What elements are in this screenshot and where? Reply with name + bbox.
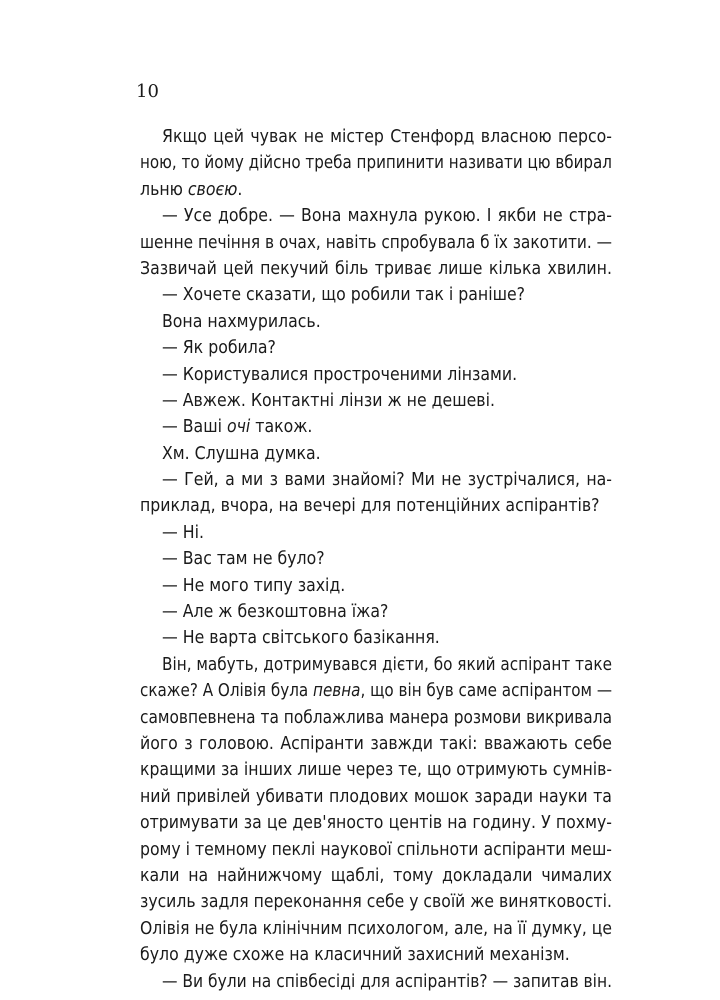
text-line-content: [140, 889, 612, 915]
text-segment: кращими за інших лише через те, що отримують сумнів-: [140, 760, 612, 781]
text-line: [140, 203, 612, 229]
text-line: [140, 177, 612, 203]
text-segment: — Гей, а ми з вами знайомі? Ми не зустрічалися, на-: [162, 470, 612, 491]
text-line: [140, 599, 612, 625]
text-segment: приклад, вчора, на вечері для потенційних аспірантів?: [140, 496, 600, 517]
text-line-content: [140, 731, 612, 757]
text-line: [140, 150, 612, 176]
text-segment: шенне печіння в очах, навіть спробувала б їх закотити. —: [140, 232, 613, 253]
text-line: [140, 625, 612, 651]
text-line: [140, 493, 612, 519]
text-segment: також.: [250, 417, 313, 438]
text-segment: , що він був саме аспірантом —: [360, 681, 613, 702]
text-line: [140, 784, 612, 810]
text-line-content: [162, 467, 612, 493]
text-line-content: [162, 309, 321, 335]
text-segment: було дуже схоже на класичний захисний механізм.: [140, 945, 570, 966]
text-segment: — Хочете сказати, що робили так і раніше?: [162, 285, 526, 306]
italic-text: своєю: [187, 179, 238, 200]
text-segment: — Авжеж. Контактні лінзи ж не дешеві.: [162, 390, 495, 411]
text-segment: — Не мого типу захід.: [162, 575, 346, 596]
text-line: [140, 705, 612, 731]
text-line: [140, 362, 612, 388]
italic-text: певна: [313, 681, 361, 702]
page-number: 10: [136, 81, 159, 102]
text-line-content: [162, 625, 440, 651]
text-segment: — Ні.: [162, 522, 204, 543]
text-line-content: [140, 705, 612, 731]
text-line: [140, 889, 612, 915]
text-segment: рому і темному пеклі наукової спільноти аспіранти меш-: [140, 839, 612, 860]
text-line-content: [162, 362, 517, 388]
text-line-content: [162, 573, 345, 599]
text-line-content: [162, 520, 204, 546]
text-line-content: [162, 652, 612, 678]
text-segment: зусиль задля переконання себе у своїй же винятковості.: [140, 892, 612, 913]
text-line-content: [162, 203, 612, 229]
text-line-content: [140, 784, 612, 810]
text-segment: ний привілей убивати плодових мошок заради науки та: [140, 786, 612, 807]
text-line-content: [162, 282, 525, 308]
text-line: [140, 256, 612, 282]
text-line-content: [140, 256, 612, 282]
text-line: [140, 467, 612, 493]
text-segment: скаже? А Олівія була: [140, 681, 314, 702]
text-line-content: [140, 757, 612, 783]
text-segment: Він, мабуть, дотримувався дієти, бо який аспірант таке: [162, 654, 613, 675]
text-segment: — Не варта світського базікання.: [162, 628, 440, 649]
text-segment: отримувати за це дев'яносто центів на годину. У похму-: [140, 813, 612, 834]
text-line: [140, 230, 612, 256]
text-line-content: [162, 388, 495, 414]
text-line-content: [162, 969, 612, 995]
text-line-content: [162, 546, 325, 572]
text-line-content: [140, 150, 612, 176]
text-line: [140, 124, 612, 150]
text-segment: Олівія не була клінічним психологом, але, на її думку, це: [140, 918, 613, 939]
text-segment: — Але ж безкоштовна їжа?: [162, 602, 389, 623]
text-segment: — Усе добре. — Вона махнула рукою. І якби не стра-: [162, 206, 612, 227]
text-line: [140, 969, 612, 995]
text-segment: — Ви були на співбесіді для аспірантів? — запитав він.: [162, 971, 613, 992]
text-line-content: [140, 916, 612, 942]
text-line-content: [162, 414, 312, 440]
text-line: [140, 652, 612, 678]
text-line: [140, 388, 612, 414]
text-line: [140, 441, 612, 467]
text-line-content: [162, 335, 276, 361]
text-line: [140, 414, 612, 440]
text-segment: Вона нахмурилась.: [162, 311, 321, 332]
text-segment: ною, то йому дійсно треба припинити називати цю вбирал: [140, 153, 612, 174]
text-segment: самовпевнена та поблажлива манера розмови викривала: [140, 707, 613, 728]
text-segment: Зазвичай цей пекучий біль триває лише кілька хвилин.: [140, 258, 612, 279]
text-line-content: [162, 599, 388, 625]
text-line: [140, 731, 612, 757]
text-segment: — Вас там не було?: [162, 549, 325, 570]
text-line-content: [162, 441, 321, 467]
italic-text: очі: [226, 417, 251, 438]
text-line: [140, 573, 612, 599]
text-line-content: [140, 493, 600, 519]
text-segment: його з головою. Аспіранти завжди такі: вважають себе: [140, 733, 612, 754]
text-line: [140, 678, 612, 704]
text-line: [140, 916, 612, 942]
text-segment: — Користувалися простроченими лінзами.: [162, 364, 518, 385]
text-line: [140, 837, 612, 863]
text-line: [140, 335, 612, 361]
text-line-content: [140, 177, 242, 203]
text-line: [140, 520, 612, 546]
text-line-content: [140, 678, 612, 704]
text-segment: льню: [140, 179, 188, 200]
text-segment: Хм. Слушна думка.: [162, 443, 321, 464]
text-line-content: [140, 837, 612, 863]
text-line: [140, 757, 612, 783]
text-segment: кали на найнижчому щаблі, тому докладали чималих: [140, 865, 612, 886]
text-line: [140, 863, 612, 889]
text-line: [140, 942, 612, 968]
text-segment: .: [237, 179, 243, 200]
text-line: [140, 810, 612, 836]
text-line-content: [140, 863, 612, 889]
text-segment: — Як робила?: [162, 338, 276, 359]
text-segment: Якщо цей чувак не містер Стенфорд власною персо-: [162, 127, 612, 147]
text-line-content: [140, 810, 612, 836]
text-line-content: [140, 230, 612, 256]
text-line: [140, 546, 612, 572]
text-line-content: [140, 942, 570, 968]
body-text: [140, 124, 612, 995]
text-line-content: [162, 124, 612, 150]
text-line: [140, 282, 612, 308]
text-line: [140, 309, 612, 335]
text-segment: — Ваші: [162, 417, 227, 438]
